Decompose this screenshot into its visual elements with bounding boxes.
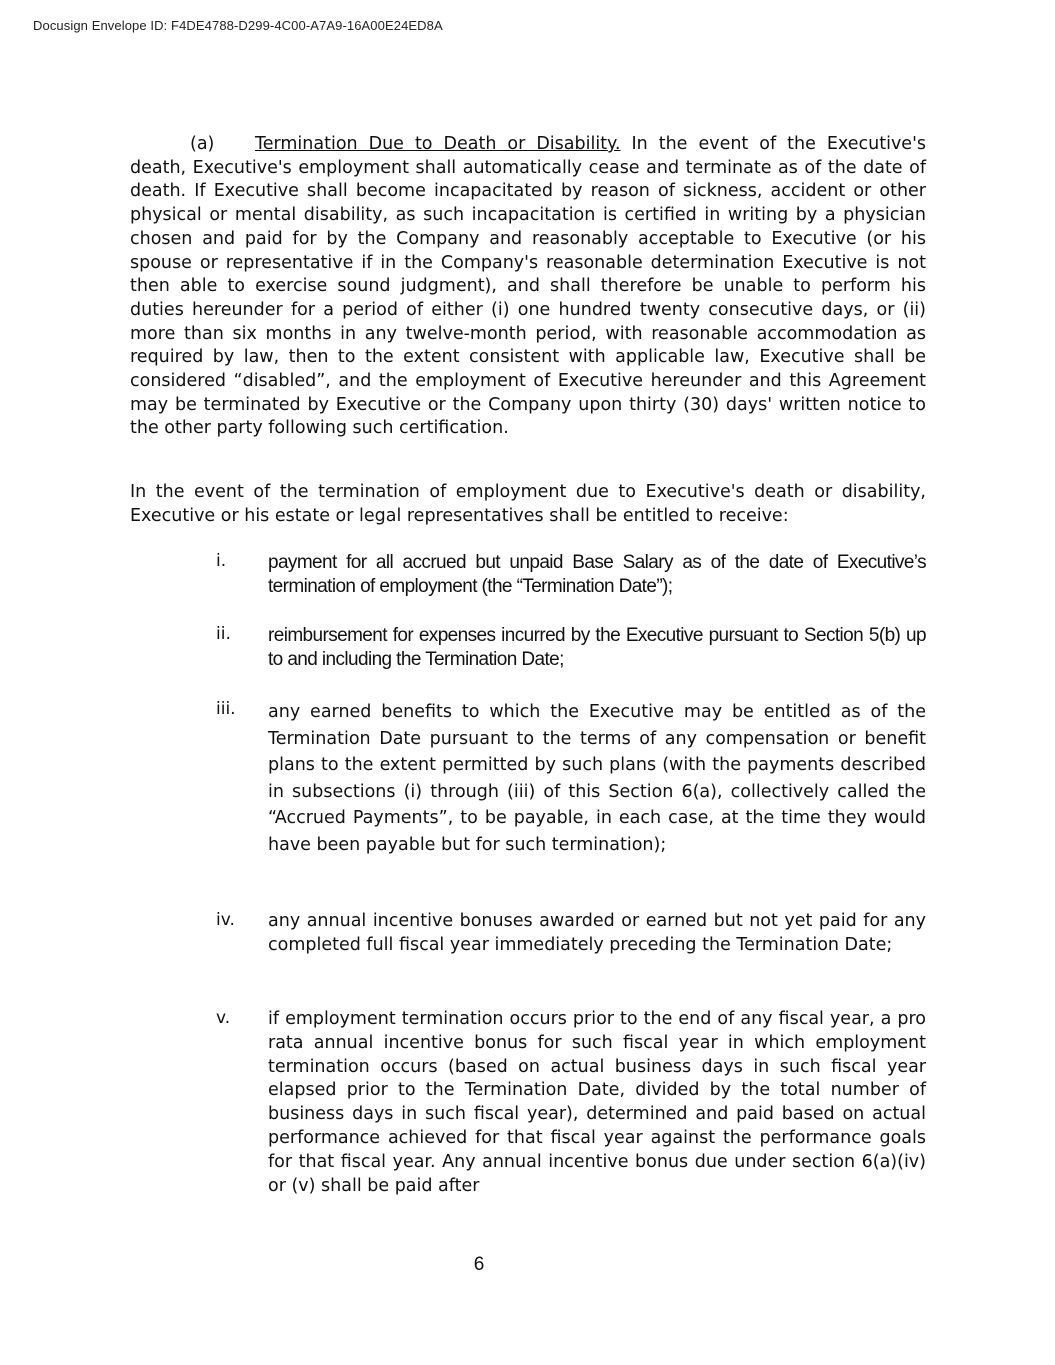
list-item-number: iii. — [216, 699, 236, 719]
list-item-text: if employment termination occurs prior to the end of any fiscal year, a pro rata annual incentive bonus for such fiscal year in which employment termination occurs (based on actual business days in such fiscal year elapsed prior to the Termination Date, divided by the total number of business days in such fiscal year), determined and paid based on actual performance achieved for that fiscal year against the performance goals for that fiscal year. Any annual incentive bonus due under section 6(a)(iv) or (v) shall be paid after — [268, 1009, 926, 1196]
list-item — [130, 699, 926, 859]
list-item — [130, 1008, 926, 1198]
page-number: 6 — [473, 1254, 485, 1275]
list-item-number: v. — [216, 1008, 231, 1028]
section-heading: Termination Due to Death or Disability. — [255, 134, 621, 154]
list-item-text: payment for all accrued but unpaid Base Salary as of the date of Executive’s termination of employment (the “Termination Date”); — [268, 552, 926, 597]
list-item — [130, 624, 926, 672]
list-item-number: i. — [216, 551, 227, 571]
list-item-number: ii. — [216, 624, 231, 644]
section-a-paragraph — [130, 133, 926, 441]
list-item — [130, 551, 926, 599]
list-item-number: iv. — [216, 910, 235, 930]
list-item — [130, 910, 926, 958]
list-item-text: any earned benefits to which the Executive may be entitled as of the Termination Date pursuant to the terms of any compensation or benefit plans to the extent permitted by such plans (with the payments described in subsections (i) through (iii) of this Section 6(a), collectively called the “Accrued Payments”, to be payable, in each case, at the time they would have been payable but for such termination); — [268, 702, 926, 855]
list-item-text: reimbursement for expenses incurred by the Executive pursuant to Section 5(b) up to and including the Termination Date; — [268, 625, 926, 670]
list-item-text: any annual incentive bonuses awarded or earned but not yet paid for any completed full fiscal year immediately preceding the Termination Date; — [268, 911, 926, 955]
intro-paragraph: In the event of the termination of employment due to Executive's death or disability, Executive or his estate or legal representatives shall be entitled to receive: — [130, 482, 926, 526]
docusign-envelope-id: Docusign Envelope ID: F4DE4788-D299-4C00-A7A9-16A00E24ED8A — [33, 18, 443, 33]
section-text: In the event of the Executive's death, Executive's employment shall automatically cease and terminate as of the date of death. If Executive shall become incapacitated by reason of sickness, accident or other physical or mental disability, as such incapacitation is certified in writing by a physician chosen and paid for by the Company and reasonably acceptable to Executive (or his spouse or representative if in the Company's reasonable determination Executive is not then able to exercise sound judgment), and shall therefore be unable to perform his duties hereunder for a period of either (i) one hundred twenty consecutive days, or (ii) more than six months in any twelve-month period, with reasonable accommodation as required by law, then to the extent consistent with applicable law, Executive shall be considered “disabled”, and the employment of Executive hereunder and this Agreement may be terminated by Executive or the Company upon thirty (30) days' written notice to the other party following such certification. — [130, 134, 926, 439]
section-label: (a) — [190, 134, 215, 154]
